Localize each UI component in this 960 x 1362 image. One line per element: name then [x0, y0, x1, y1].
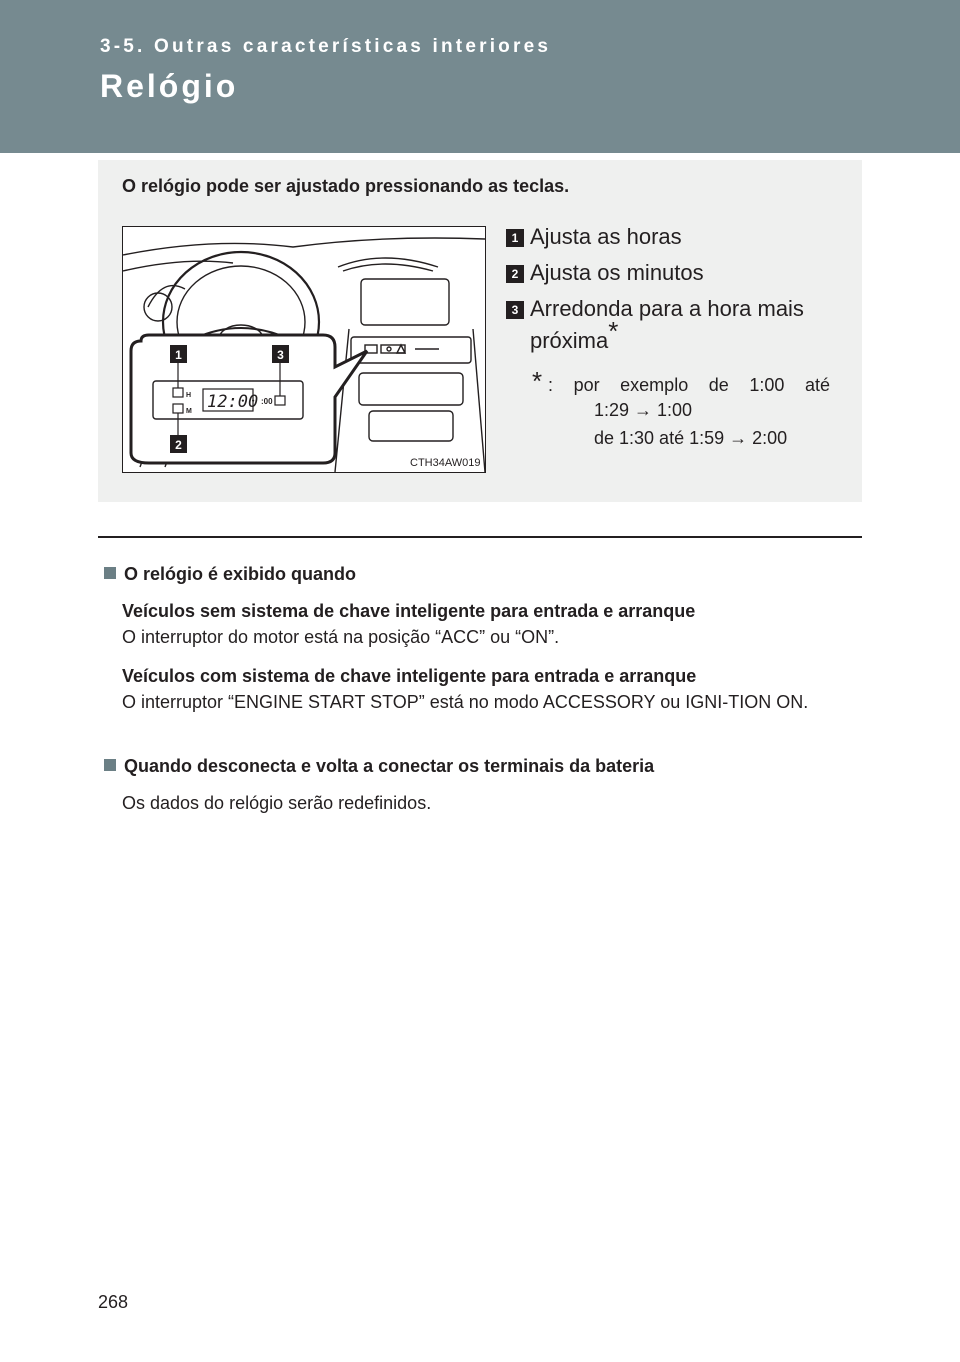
text-without-smart-key: O interruptor do motor está na posição “ACC” ou “ON”.	[122, 627, 560, 647]
page-title: Relógio	[100, 68, 239, 104]
key-label-3-cont-text: próxima	[530, 328, 609, 353]
subheading-without-smart-key: Veículos sem sistema de chave inteligente para entrada e arranque	[122, 601, 696, 621]
intro-text: O relógio pode ser ajustado pressionando as teclas.	[122, 176, 570, 196]
key-label-3-continued	[530, 316, 619, 356]
key-number-1: 1	[506, 229, 524, 247]
battery-text: Os dados do relógio serão redefinidos.	[122, 793, 432, 813]
m-button-label: M	[186, 408, 192, 415]
section-heading-battery	[104, 756, 654, 777]
key-item-2	[506, 258, 704, 288]
bullet-square-icon	[104, 759, 116, 771]
footnote-line-1: : por exemplo de 1:00 até	[548, 375, 830, 395]
footnote-line-2: 1:29 → 1:00	[594, 400, 693, 420]
section-divider	[98, 536, 862, 538]
callout-1: 1	[175, 348, 182, 362]
callout-2: 2	[175, 438, 182, 452]
key-item-1	[506, 222, 682, 252]
key-number-3: 3	[506, 301, 524, 319]
section-label: 3-5. Outras características interiores	[100, 36, 552, 57]
dashboard-drawing	[123, 227, 485, 472]
round-label: :00	[261, 397, 273, 406]
key-label-3: Arredonda para a hora mais	[530, 296, 804, 321]
dashboard-illustration	[122, 226, 486, 473]
text-with-smart-key: O interruptor “ENGINE START STOP” está no modo ACCESSORY ou IGNI-TION ON.	[122, 692, 809, 712]
key-label-1: Ajusta as horas	[530, 224, 682, 249]
section-heading-battery-text: Quando desconecta e volta a conectar os terminais da bateria	[124, 756, 655, 776]
chapter-header	[0, 0, 960, 153]
footnote-marker: *	[532, 366, 543, 396]
page-number: 268	[98, 1292, 129, 1312]
footnote-line-3: de 1:30 até 1:59 → 2:00	[594, 428, 788, 448]
section-heading-display	[104, 564, 356, 585]
callout-3: 3	[277, 348, 284, 362]
key-label-2: Ajusta os minutos	[530, 260, 704, 285]
subheading-with-smart-key: Veículos com sistema de chave inteligente para entrada e arranque	[122, 666, 697, 686]
figure-code: CTH34AW019	[410, 457, 481, 469]
asterisk-marker: *	[608, 316, 619, 346]
h-button-label: H	[186, 392, 192, 399]
clock-display-text: 12:00	[207, 392, 259, 412]
key-number-2: 2	[506, 265, 524, 283]
key-item-3	[506, 294, 804, 324]
bullet-square-icon	[104, 567, 116, 579]
section-heading-display-text: O relógio é exibido quando	[124, 564, 357, 584]
